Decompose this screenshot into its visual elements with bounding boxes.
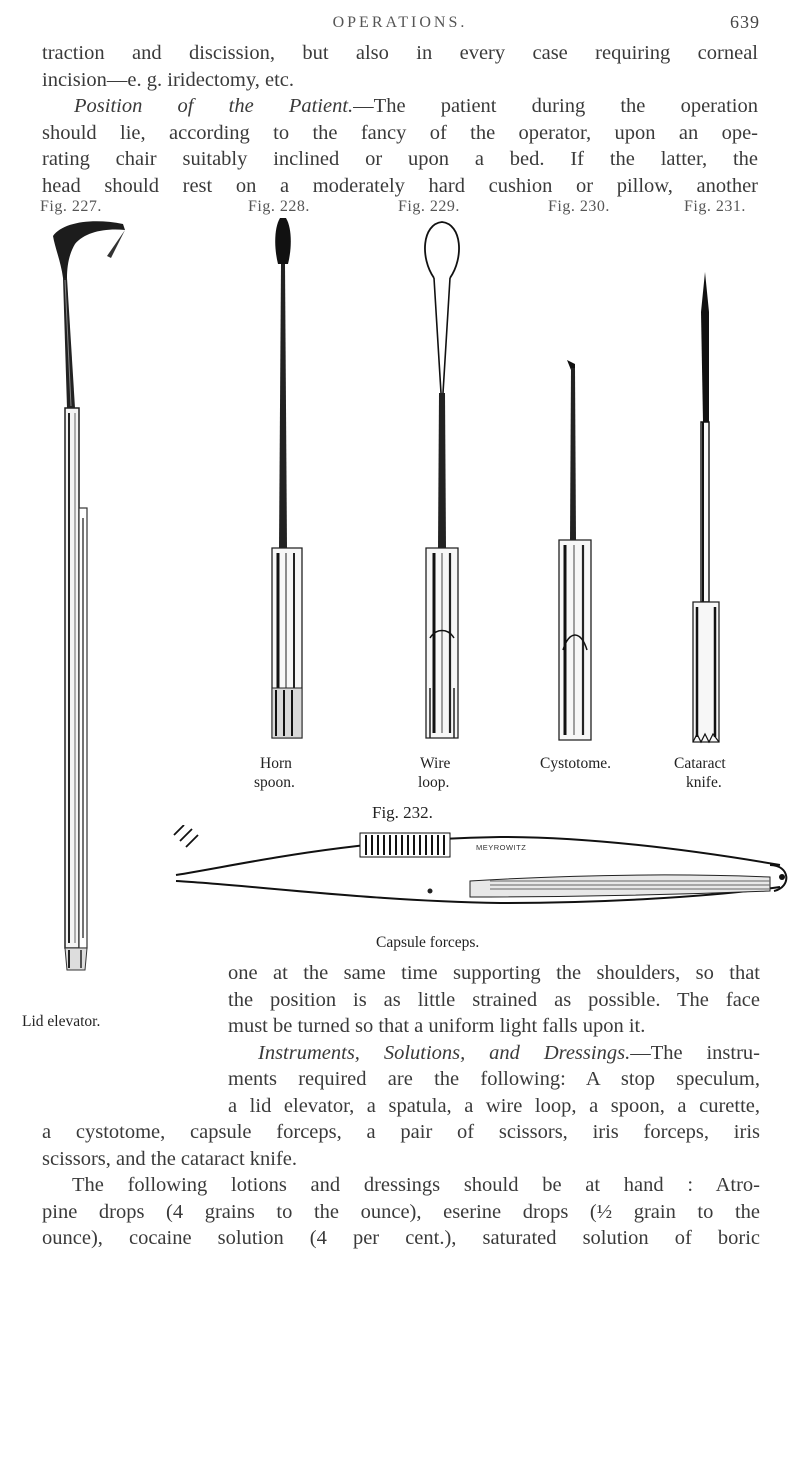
- lid-elevator-illustration: [45, 218, 135, 988]
- text-line: one at the same time supporting the shoulders, so that: [228, 962, 760, 984]
- text-line: ounce), cocaine solution (4 per cent.), saturated solution of boric: [42, 1227, 760, 1249]
- cataract-knife-illustration: [675, 272, 735, 750]
- fig-227-label: Fig. 227.: [40, 198, 102, 215]
- text-line: pine drops (4 grains to the ounce), eserine drops (½ grain to the: [42, 1200, 760, 1223]
- text-line: must be turned so that a uniform light falls upon it.: [228, 1015, 646, 1037]
- instruments-section-line: [228, 1040, 760, 1067]
- text-line: traction and discission, but also in every case requiring corneal: [42, 42, 758, 64]
- fig-231-caption-line2: knife.: [686, 774, 722, 791]
- capsule-forceps-illustration: [170, 825, 795, 925]
- text-segment: —The instru-: [630, 1041, 760, 1064]
- fig-227-caption: Lid elevator.: [22, 1013, 101, 1030]
- page-number: 639: [730, 12, 760, 32]
- horn-spoon-illustration: [262, 218, 312, 748]
- cystotome-illustration: [545, 360, 605, 750]
- text-line: head should rest on a moderately hard cushion or pillow, another: [42, 174, 758, 197]
- fig-228-caption-line2: spoon.: [254, 774, 295, 791]
- text-line: a lid elevator, a spatula, a wire loop, a spoon, a curette,: [228, 1094, 760, 1117]
- body-paragraph-positioning: [228, 960, 760, 1119]
- text-segment: —The patient during the operation: [353, 95, 758, 117]
- running-head: [0, 14, 800, 38]
- text-line: should lie, according to the fancy of the operator, upon an ope-: [42, 121, 758, 144]
- opening-paragraph: [42, 40, 758, 199]
- fig-230-caption: Cystotome.: [540, 755, 612, 772]
- maker-mark: MEYROWITZ: [476, 843, 527, 852]
- closing-paragraph: [42, 1172, 760, 1252]
- running-head-title: OPERATIONS.: [332, 14, 468, 31]
- text-line: The following lotions and dressings should be at hand : Atro-: [72, 1174, 760, 1196]
- section-heading-position: Position of the Patient.: [74, 95, 354, 117]
- fig-231-caption-line1: Cataract: [674, 755, 726, 772]
- position-section-line: [42, 93, 758, 120]
- text-line: ments required are the following: A stop speculum,: [228, 1068, 760, 1090]
- wire-loop-illustration: [414, 218, 474, 748]
- instruments-paragraph-continued: [42, 1119, 760, 1172]
- fig-229-label: Fig. 229.: [398, 198, 460, 215]
- fig-229-caption-line1: Wire: [420, 755, 451, 772]
- text-line: a cystotome, capsule forceps, a pair of scissors, iris forceps, iris: [42, 1121, 760, 1143]
- section-heading-instruments: Instruments, Solutions, and Dressings.: [258, 1041, 631, 1064]
- text-line: rating chair suitably inclined or upon a bed. If the latter, the: [42, 148, 758, 170]
- text-line: incision—e. g. iridectomy, etc.: [42, 68, 295, 91]
- fig-231-label: Fig. 231.: [684, 198, 746, 215]
- text-line: scissors, and the cataract knife.: [42, 1147, 298, 1170]
- fig-232-caption: Capsule forceps.: [376, 934, 480, 951]
- fig-228-label: Fig. 228.: [248, 198, 310, 215]
- text-line: the position is as little strained as possible. The face: [228, 988, 760, 1011]
- fig-228-caption-line1: Horn: [260, 755, 292, 772]
- fig-232-label: Fig. 232.: [372, 803, 433, 822]
- fig-229-caption-line2: loop.: [418, 774, 450, 791]
- fig-230-label: Fig. 230.: [548, 198, 610, 215]
